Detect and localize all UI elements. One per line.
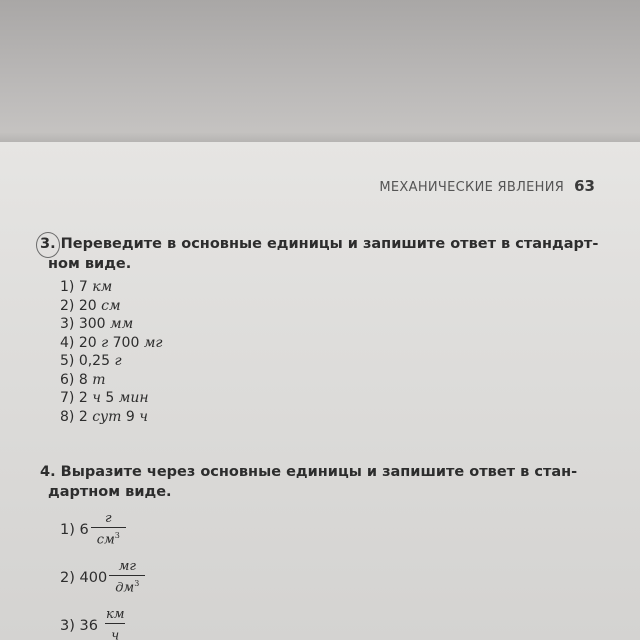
fraction: $\frac{км}{ч}$ — [100, 607, 131, 640]
task-3-text-line-1: Переведите в основные единицы и запишите ответ в стандарт- — [60, 236, 599, 252]
task-3-number: 3. — [40, 236, 61, 252]
page-number: 63 — [574, 177, 595, 195]
task-3-item-5: 5) 0,25 г — [60, 353, 122, 369]
task-3-item-2: 2) 20 см — [60, 297, 121, 314]
task-3-item-1: 1) 7 км — [60, 279, 113, 295]
task-3-item-3: 3) 300 мм — [60, 316, 134, 332]
page-header — [379, 177, 595, 195]
background-surface — [0, 0, 640, 150]
task-3 — [40, 234, 610, 426]
task-3-text-line-2: ном виде. — [48, 256, 132, 272]
fraction: $\frac{г}{см^3}$ — [91, 511, 126, 548]
task-4-text-line-1: Выразите через основные единицы и запишите ответ в стан- — [60, 464, 578, 480]
task-3-heading — [40, 234, 610, 274]
task-4 — [40, 462, 610, 640]
task-4-number: 4. — [40, 464, 56, 480]
task-4-item-1: 1) 6 $\frac{г}{см^3}$ — [60, 508, 610, 552]
section-title: МЕХАНИЧЕСКИЕ ЯВЛЕНИЯ — [379, 180, 565, 195]
task-3-items — [60, 278, 610, 426]
pen-circle-mark — [36, 232, 60, 258]
fraction: $\frac{мг}{дм^3}$ — [109, 559, 145, 596]
task-4-text-line-2: дартном виде. — [48, 484, 172, 500]
book-page — [0, 142, 640, 640]
task-4-heading — [40, 462, 610, 502]
task-4-item-3: 3) 36 $\frac{км}{ч}$ — [60, 604, 610, 640]
task-3-item-4: 4) 20 г 700 мг — [60, 334, 163, 351]
task-3-item-6: 6) 8 т — [60, 371, 106, 388]
task-4-item-2: 2) 400 $\frac{мг}{дм^3}$ — [60, 556, 610, 600]
task-3-item-8: 8) 2 сут 9 ч — [60, 408, 148, 425]
task-3-item-7: 7) 2 ч 5 мин — [60, 390, 149, 406]
